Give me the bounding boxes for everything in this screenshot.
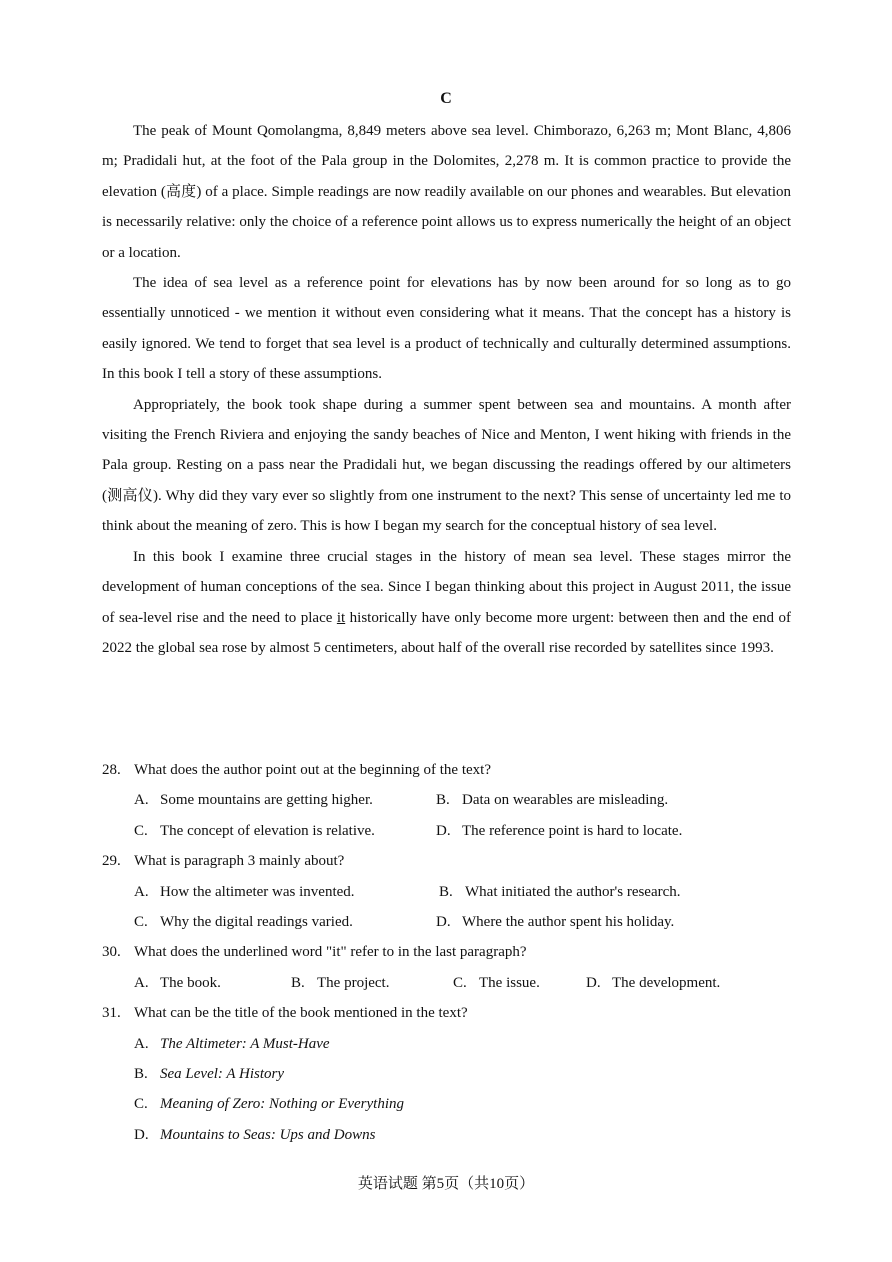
option-29-c[interactable]: C. Why the digital readings varied. <box>134 913 353 930</box>
option-31-a[interactable]: A. The Altimeter: A Must-Have <box>134 1035 330 1052</box>
question-list <box>102 755 792 1150</box>
options-row <box>102 785 792 815</box>
underlined-word: it <box>336 609 346 626</box>
question-29 <box>102 846 792 876</box>
question-31 <box>102 998 792 1028</box>
paragraph-4-text-a: In this book I examine three crucial stages in the history of mean sea level. These stages mirror the development of human conceptions of the sea. Since I began thinking about this project in August 2011, the issue of sea-level rise and the need to place <box>102 548 791 626</box>
options-row <box>102 907 792 937</box>
question-text: What does the author point out at the beginning of the text? <box>134 762 491 778</box>
option-28-d[interactable]: D. The reference point is hard to locate. <box>436 822 683 839</box>
question-28 <box>102 755 792 785</box>
question-number: 28. <box>102 762 121 778</box>
option-31-c[interactable]: C. Meaning of Zero: Nothing or Everything <box>134 1096 404 1113</box>
options-row <box>102 1059 792 1089</box>
option-28-c[interactable]: C. The concept of elevation is relative. <box>134 822 375 839</box>
paragraph-2: The idea of sea level as a reference point for elevations has by now been around for so long as to go essentially unnoticed - we mention it without even considering what it means. That the concept has a history is easily ignored. We tend to forget that sea level is a product of technically and culturally determined assumptions. In this book I tell a story of these assumptions. <box>102 275 791 383</box>
paragraph-4 <box>102 542 791 664</box>
question-number: 30. <box>102 944 121 961</box>
question-text: What does the underlined word "it" refer to in the last paragraph? <box>134 944 527 961</box>
section-heading: C <box>440 90 452 107</box>
options-row <box>102 1120 792 1150</box>
option-29-b[interactable]: B. What initiated the author's research. <box>439 883 681 900</box>
question-number: 29. <box>102 853 121 870</box>
question-text: What is paragraph 3 mainly about? <box>134 853 345 870</box>
question-30 <box>102 937 792 967</box>
option-29-d[interactable]: D. Where the author spent his holiday. <box>436 913 675 930</box>
options-row <box>102 816 792 846</box>
options-row <box>102 1029 792 1059</box>
option-30-b[interactable]: B. The project. <box>291 974 390 991</box>
option-30-d[interactable]: D. The development. <box>586 974 721 991</box>
option-30-a[interactable]: A. The book. <box>134 974 221 991</box>
option-30-c[interactable]: C. The issue. <box>453 974 540 991</box>
options-row <box>102 877 792 907</box>
option-31-b[interactable]: B. Sea Level: A History <box>134 1065 285 1082</box>
paragraph-3: Appropriately, the book took shape during a summer spent between sea and mountains. A month after visiting the French Riviera and enjoying the sandy beaches of Nice and Menton, I went hiking with friends in the Pala group. Resting on a pass near the Pradidali hut, we began discussing the readings offered by our altimeters (测高仪). Why did they vary ever so slightly from one instrument to the next? This sense of uncertainty led me to think about the meaning of zero. This is how I began my search for the conceptual history of sea level. <box>102 396 791 535</box>
option-28-b[interactable]: B. Data on wearables are misleading. <box>436 792 669 809</box>
option-31-d[interactable]: D. Mountains to Seas: Ups and Downs <box>134 1126 376 1143</box>
paragraph-1: The peak of Mount Qomolangma, 8,849 meters above sea level. Chimborazo, 6,263 m; Mont Blanc, 4,806 m; Pradidali hut, at the foot of the Pala group in the Dolomites, 2,278 m. It is common practice to provide the elevation (高度) of a place. Simple readings are now readily available on our phones and wearables. But elevation is necessarily relative: only the choice of a reference point allows us to express numerically the height of an object or a location. <box>102 123 791 261</box>
option-29-a[interactable]: A. How the altimeter was invented. <box>134 883 355 900</box>
options-row <box>102 1089 792 1119</box>
reading-passage <box>102 116 791 663</box>
options-row <box>102 968 792 998</box>
paragraph-4-text-b: historically have only become more urgent: between then and the end of 2022 the global sea rose by almost 5 centimeters, about half of the overall rise recorded by satellites since 1993. <box>102 609 791 656</box>
question-text: What can be the title of the book mentioned in the text? <box>134 1005 468 1022</box>
question-number: 31. <box>102 1005 121 1022</box>
page-footer: 英语试题 第5页（共10页） <box>357 1176 535 1192</box>
option-28-a[interactable]: A. Some mountains are getting higher. <box>134 792 373 809</box>
